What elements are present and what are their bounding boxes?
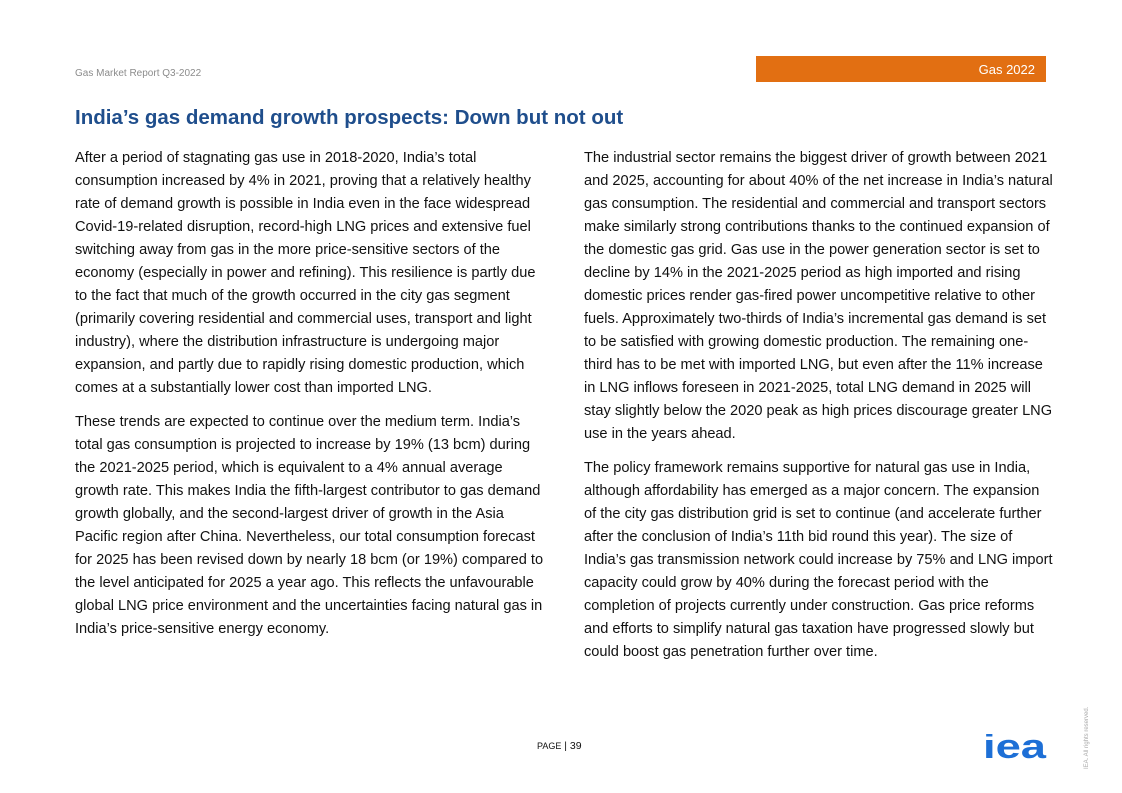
section-tag: Gas 2022 [756,56,1046,82]
page-number-value: 39 [569,740,582,752]
page-separator: | [561,740,570,752]
report-label: Gas Market Report Q3-2022 [75,68,202,79]
iea-logo-text: iea [983,734,1047,760]
paragraph: The policy framework remains supportive for natural gas use in India, although affordability has emerged as a major concern. The expansion of the city gas distribution grid is set to continue (and accelerate further after the conclusion of India’s 11th bid round this year). The size of India’s gas transmission network could increase by 75% and LNG import capacity could grow by 40% during the forecast period with the completion of projects currently under construction. Gas price reforms and efforts to simplify natural gas taxation have progressed slowly but could boost gas penetration further over time. [584,460,1053,660]
page-number [537,740,582,752]
right-column [584,147,1054,675]
rights-notice: IEA. All rights reserved. [1084,706,1090,769]
left-column [75,147,545,652]
iea-logo-icon [983,734,1047,760]
paragraph: The industrial sector remains the biggest driver of growth between 2021 and 2025, accounting for about 40% of the net increase in India’s natural gas consumption. The residential and commercial and transport sectors make similarly strong contributions thanks to the continued expansion of the domestic gas grid. Gas use in the power generation sector is set to decline by 14% in the 2021-2025 period as high imported and rising domestic prices render gas-fired power uncompetitive relative to other fuels. Approximately two-thirds of India’s incremental gas demand is set to be satisfied with growing domestic production. The remaining one-third has to be met with imported LNG, but even after the 11% increase in LNG inflows foreseen in 2021-2025, total LNG demand in 2025 will stay slightly below the 2020 peak as high prices discourage greater LNG use in the years ahead. [584,150,1053,442]
page-title: India’s gas demand growth prospects: Down but not out [75,106,624,129]
paragraph: These trends are expected to continue over the medium term. India’s total gas consumption is projected to increase by 19% (13 bcm) during the 2021-2025 period, which is equivalent to a 4% annual average growth rate. This makes India the fifth-largest contributor to gas demand growth globally, and the second-largest driver of growth in the Asia Pacific region after China. Nevertheless, our total consumption forecast for 2025 has been revised down by nearly 18 bcm (or 19%) compared to the level anticipated for 2025 a year ago. This reflects the unfavourable global LNG price environment and the uncertainties facing natural gas in India’s price-sensitive energy economy. [75,414,544,637]
paragraph: After a period of stagnating gas use in 2018-2020, India’s total consumption increased by 4% in 2021, proving that a relatively healthy rate of demand growth is possible in India even in the face widespread Covid-19-related disruption, record-high LNG prices and extensive fuel switching away from gas in the more price-sensitive sectors of the economy (especially in power and refining). This resilience is partly due to the fact that much of the growth occurred in the city gas segment (primarily covering residential and commercial uses, transport and light industry), where the distribution infrastructure is undergoing major expansion, and partly due to rapidly rising domestic production, which comes at a substantially lower cost than imported LNG. [75,150,536,396]
page-word: PAGE [537,741,562,751]
